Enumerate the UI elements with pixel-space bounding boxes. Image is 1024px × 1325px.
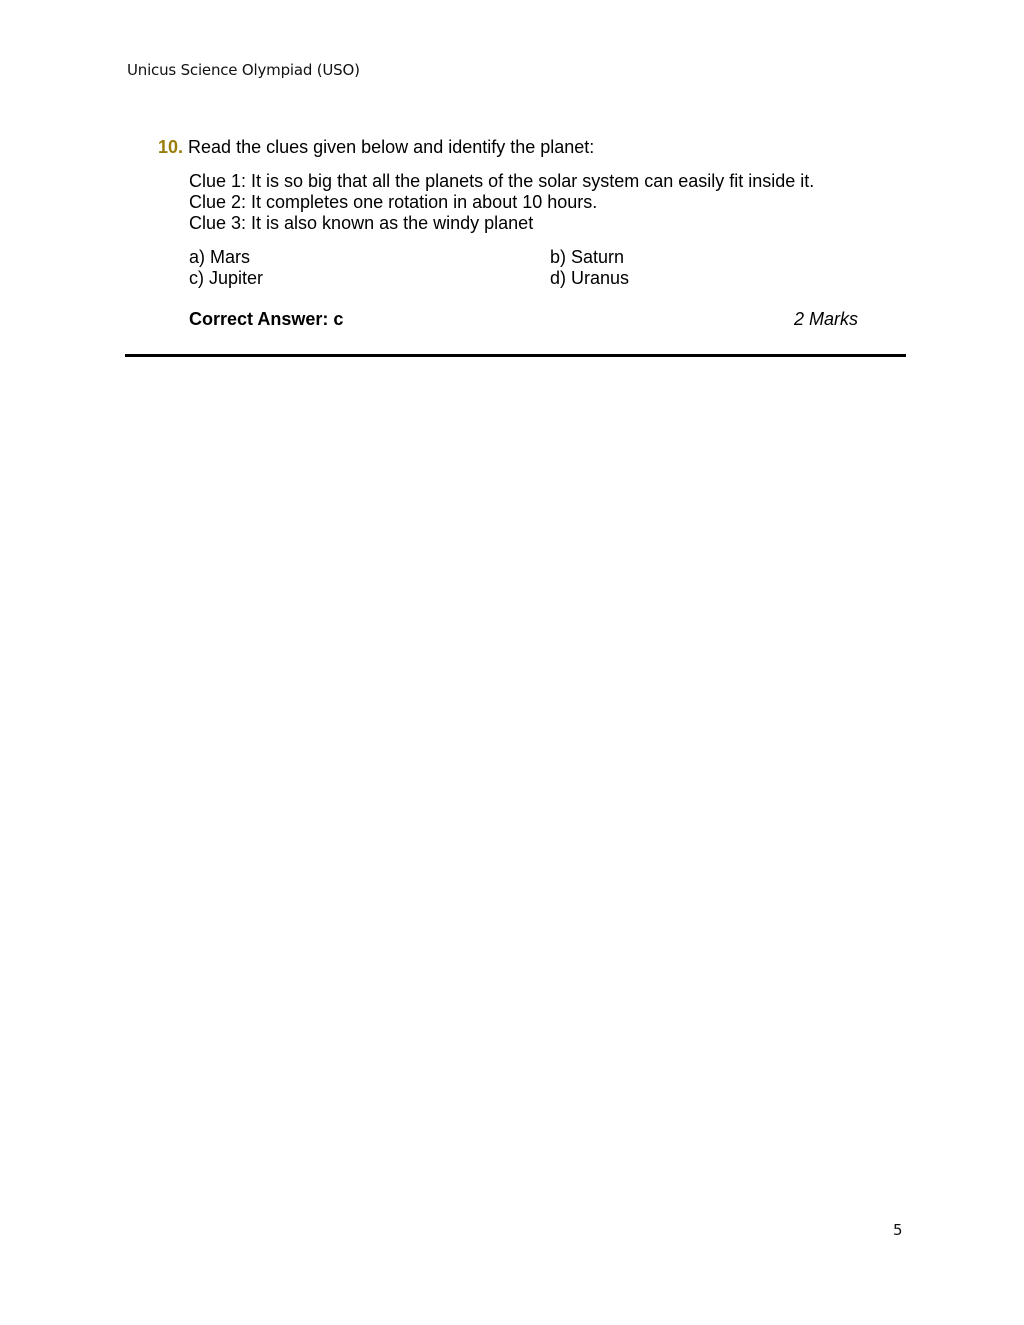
- question-prompt: Read the clues given below and identify the planet:: [188, 137, 595, 157]
- clue-item: Clue 1: It is so big that all the planets of the solar system can easily fit inside it.: [189, 171, 815, 191]
- question-prompt-line: [158, 137, 878, 158]
- marks-label: 2 Marks: [793, 309, 858, 329]
- clue-item: Clue 3: It is also known as the windy planet: [189, 213, 534, 233]
- option-a: a) Mars: [189, 247, 251, 267]
- option-d: d) Uranus: [550, 268, 630, 288]
- option-b: b) Saturn: [550, 247, 625, 267]
- clue-item: Clue 2: It completes one rotation in about 10 hours.: [189, 192, 598, 212]
- section-divider: [125, 354, 906, 357]
- options-row: [189, 247, 789, 268]
- answer-options: [189, 247, 789, 289]
- options-row: [189, 268, 789, 289]
- answer-row: [189, 309, 858, 330]
- page-number: 5: [893, 1221, 903, 1239]
- document-header: Unicus Science Olympiad (USO): [127, 61, 360, 79]
- question-number: 10.: [158, 137, 184, 157]
- clue-list: [189, 171, 889, 234]
- correct-answer: Correct Answer: c: [189, 309, 344, 329]
- option-c: c) Jupiter: [189, 268, 264, 288]
